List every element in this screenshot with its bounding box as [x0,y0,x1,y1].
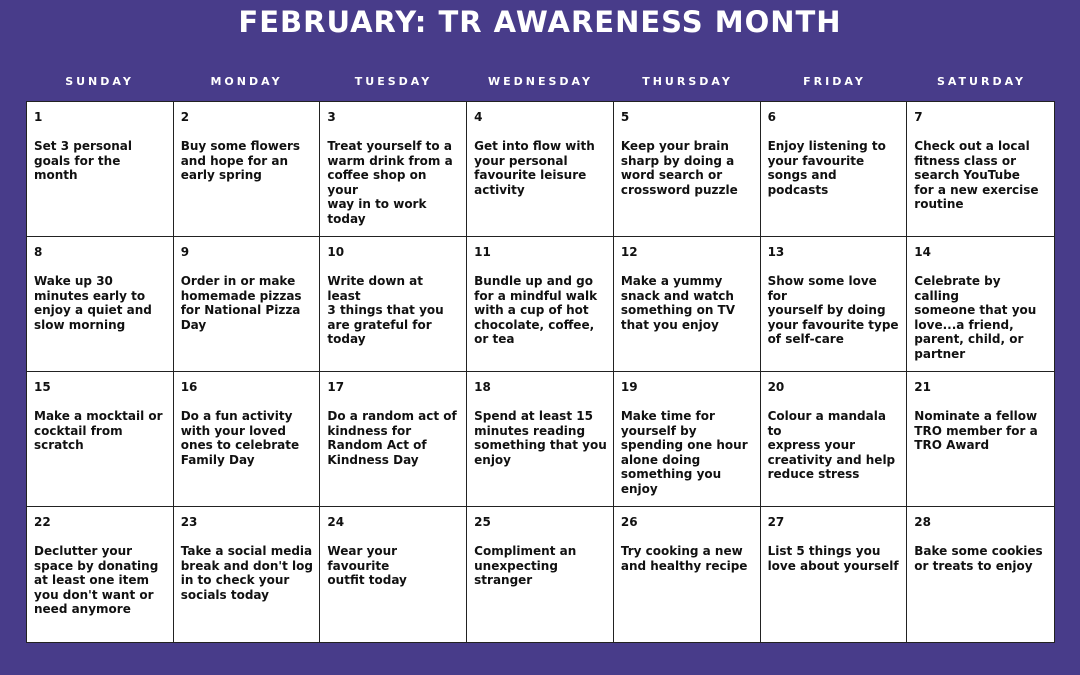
day-number: 7 [914,110,923,124]
day-activity: Do a random act of kindness for Random Act of Kindness Day [327,409,457,467]
calendar-day-cell [320,237,467,372]
calendar-day-cell [907,507,1054,642]
day-number: 9 [180,245,190,259]
day-activity: Take a social media break and don't log in to check your socials today [180,544,313,602]
day-activity: Get into flow with your personal favourite leisure activity [474,139,595,197]
day-number: 17 [327,380,345,394]
weekday-friday: FRIDAY [803,75,866,88]
calendar-day-cell [761,372,908,507]
day-activity: Bake some cookies or treats to enjoy [914,544,1043,573]
day-activity: Celebrate by calling someone that you love...a friend, parent, child, or partner [914,274,1037,361]
day-number: 20 [767,380,785,394]
day-activity: Do a fun activity with your loved ones to celebrate Family Day [180,409,300,467]
day-activity: Write down at least 3 things that you are grateful for today [327,274,444,347]
day-activity: List 5 things you love about yourself [767,544,899,573]
weekday-saturday: SATURDAY [936,75,1027,88]
calendar-day-cell [174,102,321,237]
day-number: 11 [474,245,491,259]
day-activity: Check out a local fitness class or search YouTube for a new exercise routine [914,139,1039,212]
day-activity: Make time for yourself by spending one hour alone doing something you enjoy [620,409,748,496]
day-number: 23 [180,515,198,529]
calendar-day-cell [907,237,1054,372]
day-number: 15 [34,380,51,394]
calendar-day-cell [27,102,174,237]
day-number: 3 [327,110,336,124]
calendar-day-cell [907,372,1054,507]
calendar-day-cell [27,507,174,642]
day-activity: Show some love for yourself by doing your favourite type of self-care [767,274,899,347]
day-number: 5 [620,110,630,124]
calendar-day-cell [320,102,467,237]
day-number: 2 [180,110,190,124]
calendar-day-cell [320,507,467,642]
calendar-day-cell [27,372,174,507]
day-number: 13 [767,245,785,259]
day-activity: Enjoy listening to your favourite songs and podcasts [767,139,886,197]
weekday-sunday: SUNDAY [65,75,134,88]
day-number: 27 [767,515,785,529]
day-number: 8 [34,245,43,259]
day-number: 1 [34,110,43,124]
calendar-day-cell [761,237,908,372]
day-activity: Colour a mandala to express your creativity and help reduce stress [767,409,896,482]
day-number: 14 [914,245,931,259]
calendar-day-cell [614,237,761,372]
day-number: 4 [474,110,483,124]
day-activity: Nominate a fellow TRO member for a TRO Award [914,409,1038,453]
calendar-day-cell [174,237,321,372]
day-activity: Bundle up and go for a mindful walk with a cup of hot chocolate, coffee, or tea [474,274,598,347]
calendar-grid [26,101,1055,643]
day-activity: Order in or make homemade pizzas for National Pizza Day [180,274,302,332]
day-activity: Wake up 30 minutes early to enjoy a quiet and slow morning [34,274,152,332]
calendar-day-cell [614,507,761,642]
calendar-day-cell [174,372,321,507]
calendar-day-cell [467,507,614,642]
day-number: 28 [914,515,931,529]
day-activity: Compliment an unexpecting stranger [474,544,577,588]
day-activity: Make a mocktail or cocktail from scratch [34,409,163,453]
day-activity: Buy some flowers and hope for an early spring [180,139,301,183]
weekday-thursday: THURSDAY [642,75,733,88]
calendar-day-cell [467,237,614,372]
calendar-day-cell [27,237,174,372]
calendar-day-cell [467,372,614,507]
weekday-monday: MONDAY [210,75,283,88]
day-number: 24 [327,515,345,529]
calendar-day-cell [761,507,908,642]
calendar-day-cell [614,102,761,237]
day-number: 6 [767,110,776,124]
day-activity: Make a yummy snack and watch something on TV that you enjoy [620,274,736,332]
weekday-tuesday: TUESDAY [354,75,433,88]
day-number: 16 [180,380,198,394]
day-activity: Declutter your space by donating at least one item you don't want or need anymore [34,544,159,617]
page-title: FEBRUARY: TR AWARENESS MONTH [238,5,842,39]
day-number: 10 [327,245,345,259]
day-activity: Keep your brain sharp by doing a word search or crossword puzzle [620,139,738,197]
weekday-wednesday: WEDNESDAY [488,75,593,88]
day-activity: Try cooking a new and healthy recipe [620,544,748,573]
day-number: 22 [34,515,51,529]
day-activity: Set 3 personal goals for the month [34,139,133,183]
day-activity: Treat yourself to a warm drink from a coffee shop on your way in to work today [327,139,453,226]
day-number: 18 [474,380,491,394]
calendar-day-cell [761,102,908,237]
calendar-day-cell [614,372,761,507]
day-number: 21 [914,380,931,394]
day-number: 26 [620,515,638,529]
calendar-day-cell [907,102,1054,237]
day-activity: Wear your favourite outfit today [327,544,407,588]
day-number: 12 [620,245,638,259]
calendar-day-cell [174,507,321,642]
weekday-header-row [26,72,1055,92]
day-number: 19 [620,380,638,394]
calendar-day-cell [467,102,614,237]
calendar-day-cell [320,372,467,507]
day-activity: Spend at least 15 minutes reading something that you enjoy [474,409,607,467]
day-number: 25 [474,515,491,529]
